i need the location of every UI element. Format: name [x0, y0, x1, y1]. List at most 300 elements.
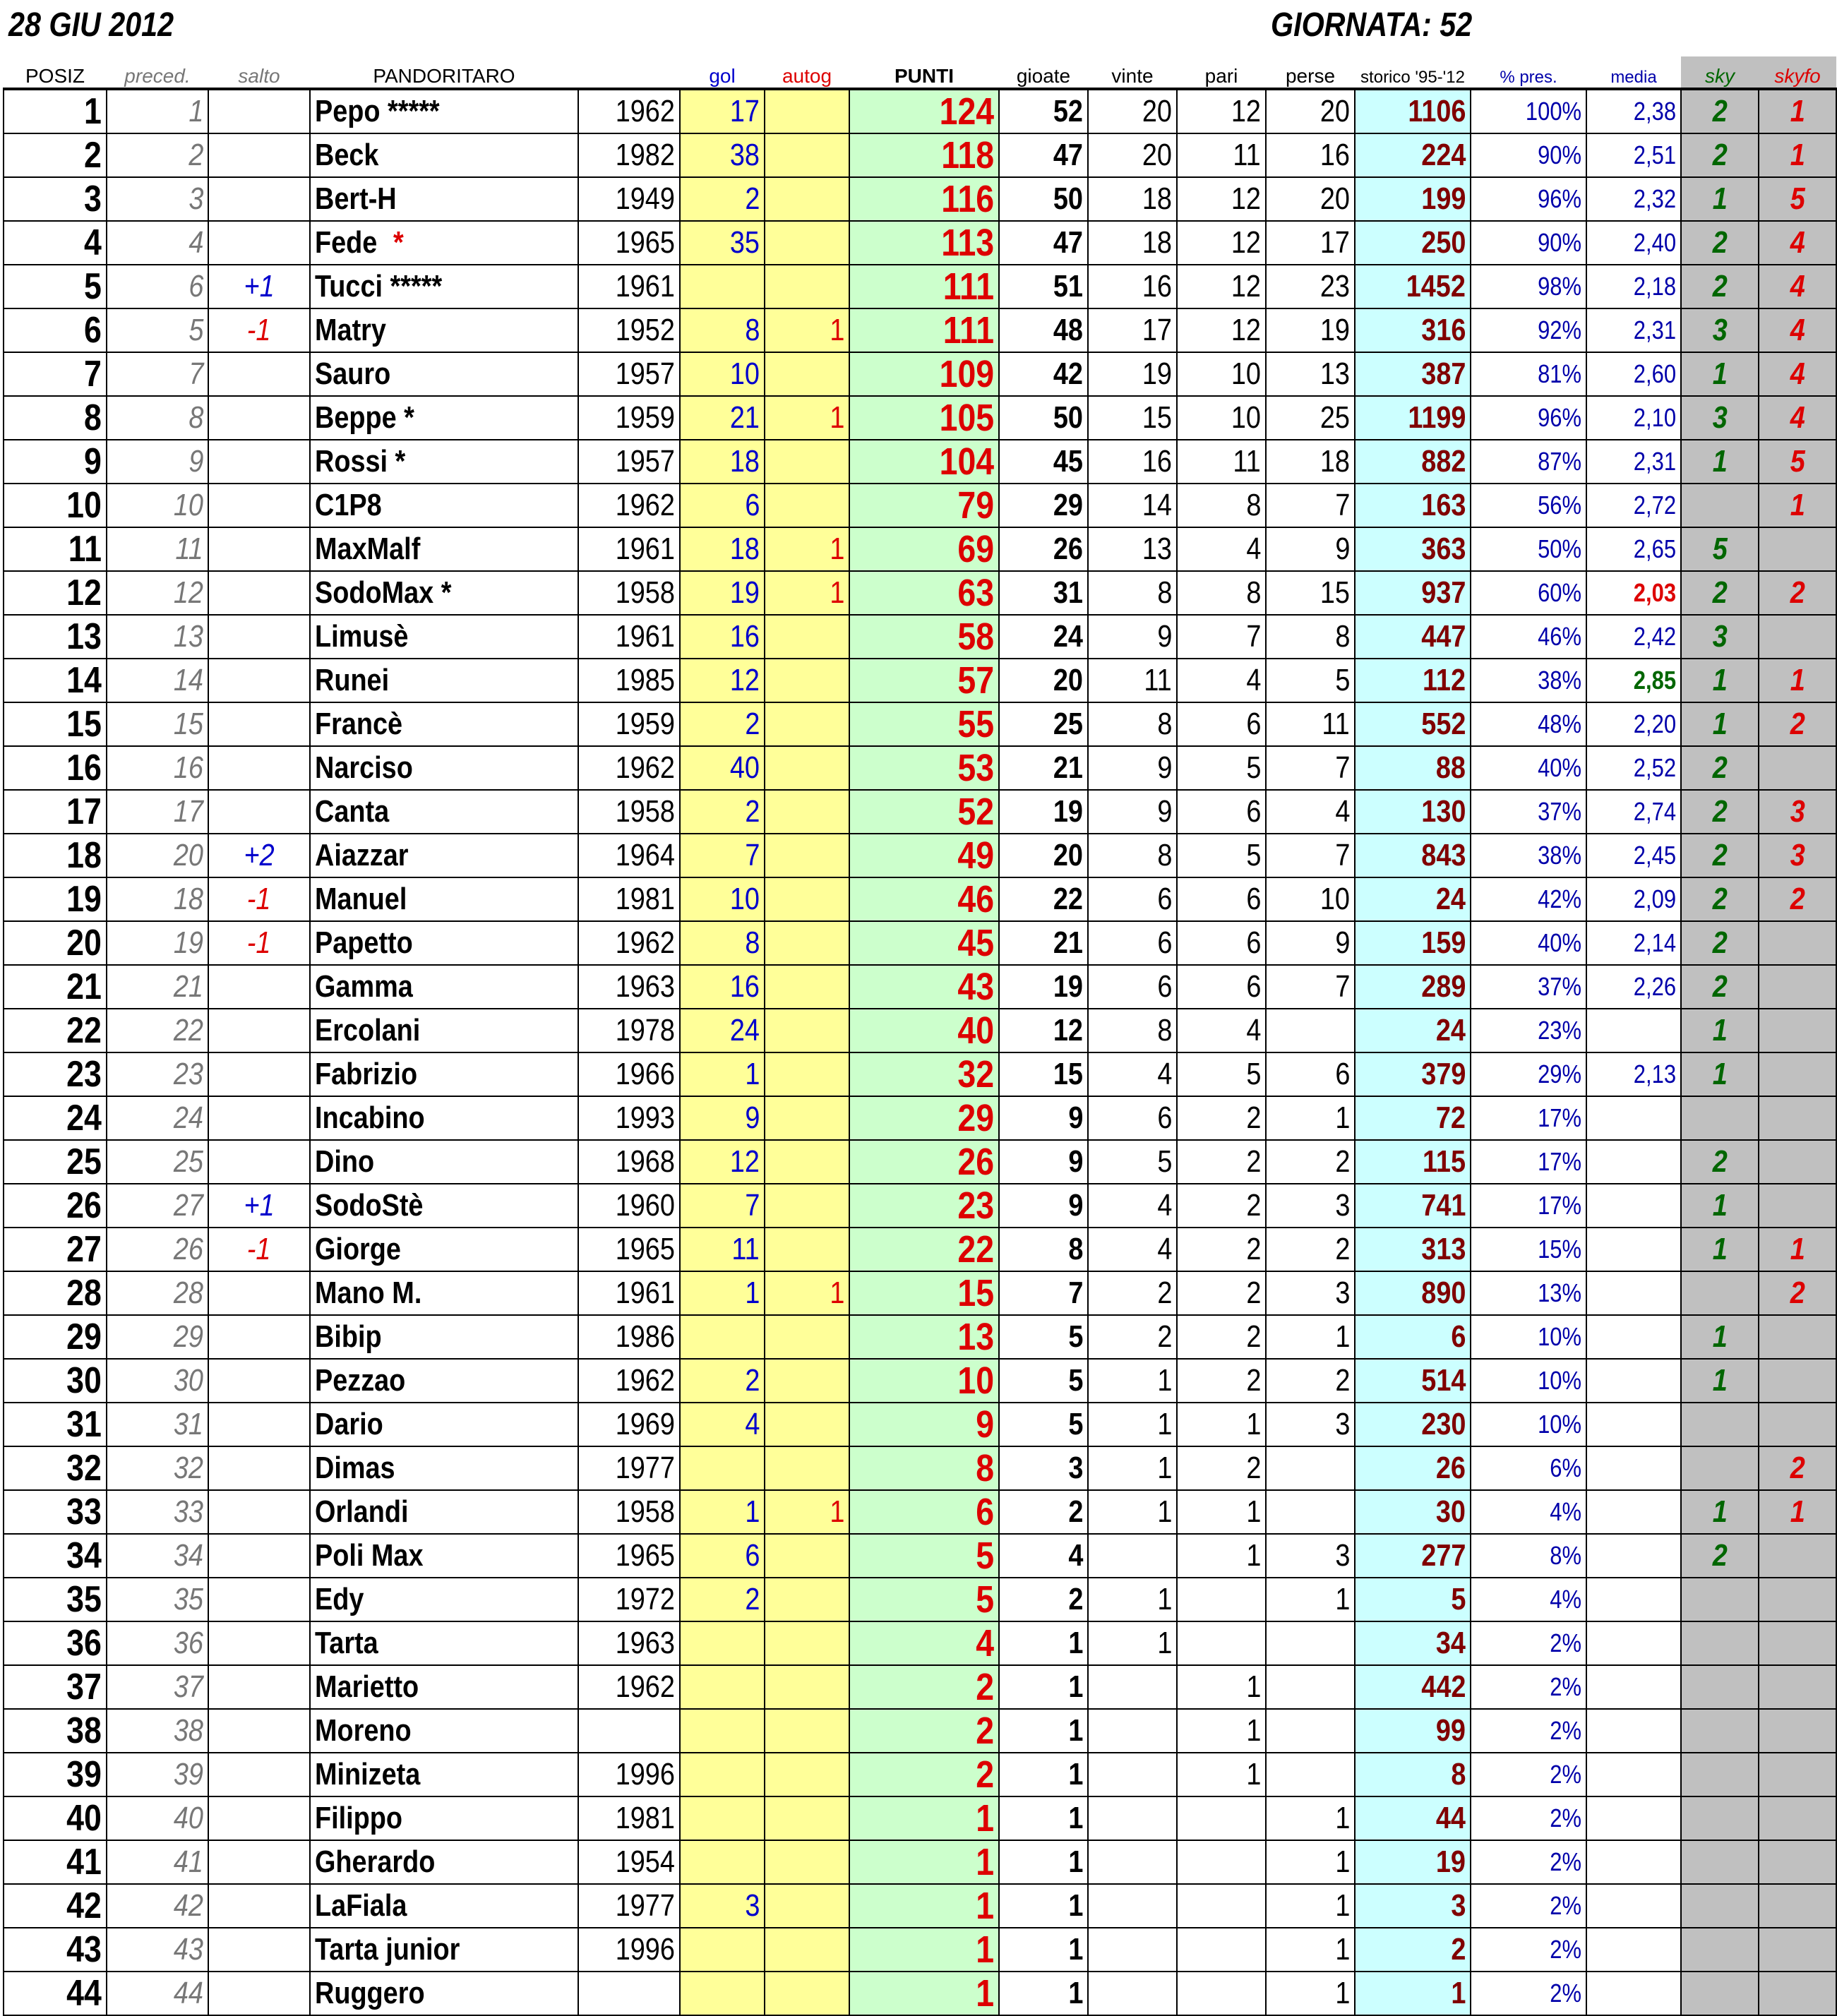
sky-cell — [1681, 484, 1759, 527]
own-goals-cell — [765, 1578, 849, 1621]
skyfo-cell: 5 — [1759, 440, 1836, 484]
won-cell: 18 — [1088, 177, 1177, 221]
position-cell: 11 — [4, 527, 107, 571]
position-cell: 28 — [4, 1271, 107, 1315]
birth-year-cell: 1962 — [578, 1665, 680, 1709]
own-goals-cell — [765, 1315, 849, 1359]
sky-cell — [1681, 1928, 1759, 1972]
col-vinte: vinte — [1088, 56, 1177, 89]
birth-year-cell: 1964 — [578, 834, 680, 877]
jump-cell — [208, 440, 310, 484]
jump-cell — [208, 1840, 310, 1884]
jump-cell — [208, 571, 310, 615]
table-row — [4, 1271, 1836, 1315]
birth-year-cell: 1960 — [578, 1184, 680, 1228]
col-gioate: gioate — [999, 56, 1088, 89]
skyfo-cell: 4 — [1759, 265, 1836, 308]
goals-cell: 11 — [680, 1228, 765, 1271]
average-cell: 2,52 — [1586, 746, 1681, 790]
col-salto: salto — [208, 56, 310, 89]
historical-cell: 442 — [1355, 1665, 1471, 1709]
jump-cell — [208, 615, 310, 659]
skyfo-cell — [1759, 1665, 1836, 1709]
player-name-cell: Moreno — [310, 1709, 578, 1753]
position-cell: 13 — [4, 615, 107, 659]
position-cell: 1 — [4, 89, 107, 133]
jump-cell: -1 — [208, 308, 310, 352]
own-goals-cell: 1 — [765, 308, 849, 352]
played-cell: 29 — [999, 484, 1088, 527]
played-cell: 12 — [999, 1009, 1088, 1052]
lost-cell — [1266, 1490, 1355, 1534]
previous-position-cell: 38 — [107, 1709, 208, 1753]
birth-year-cell: 1977 — [578, 1884, 680, 1928]
historical-cell: 890 — [1355, 1271, 1471, 1315]
lost-cell: 20 — [1266, 177, 1355, 221]
skyfo-cell: 3 — [1759, 834, 1836, 877]
sky-cell: 3 — [1681, 615, 1759, 659]
historical-cell: 937 — [1355, 571, 1471, 615]
jump-cell — [208, 1665, 310, 1709]
goals-cell: 10 — [680, 877, 765, 921]
table-row — [4, 265, 1836, 308]
drawn-cell: 2 — [1177, 1315, 1266, 1359]
table-row — [4, 308, 1836, 352]
presence-cell: 8% — [1471, 1534, 1586, 1578]
goals-cell: 4 — [680, 1403, 765, 1446]
drawn-cell — [1177, 1796, 1266, 1840]
player-name-cell: Bibip — [310, 1315, 578, 1359]
skyfo-cell — [1759, 1972, 1836, 2015]
previous-position-cell: 34 — [107, 1534, 208, 1578]
played-cell: 20 — [999, 659, 1088, 702]
won-cell: 9 — [1088, 790, 1177, 834]
position-cell: 26 — [4, 1184, 107, 1228]
won-cell: 19 — [1088, 352, 1177, 396]
drawn-cell: 8 — [1177, 571, 1266, 615]
presence-cell: 90% — [1471, 221, 1586, 265]
birth-year-cell: 1958 — [578, 1490, 680, 1534]
average-cell — [1586, 1884, 1681, 1928]
player-name-cell: SodoMax * — [310, 571, 578, 615]
own-goals-cell: 1 — [765, 571, 849, 615]
own-goals-cell — [765, 177, 849, 221]
drawn-cell: 12 — [1177, 177, 1266, 221]
played-cell: 19 — [999, 790, 1088, 834]
previous-position-cell: 7 — [107, 352, 208, 396]
skyfo-cell — [1759, 1578, 1836, 1621]
won-cell: 4 — [1088, 1228, 1177, 1271]
goals-cell: 40 — [680, 746, 765, 790]
played-cell: 31 — [999, 571, 1088, 615]
drawn-cell: 2 — [1177, 1271, 1266, 1315]
goals-cell — [680, 1621, 765, 1665]
won-cell: 8 — [1088, 1009, 1177, 1052]
drawn-cell: 5 — [1177, 746, 1266, 790]
previous-position-cell: 30 — [107, 1359, 208, 1403]
table-row — [4, 1096, 1836, 1140]
points-cell: 118 — [849, 133, 999, 177]
skyfo-cell: 1 — [1759, 1490, 1836, 1534]
played-cell: 5 — [999, 1315, 1088, 1359]
average-cell — [1586, 1096, 1681, 1140]
table-row — [4, 1184, 1836, 1228]
player-name-cell: Mano M. — [310, 1271, 578, 1315]
presence-cell: 15% — [1471, 1228, 1586, 1271]
position-cell: 12 — [4, 571, 107, 615]
presence-cell: 40% — [1471, 746, 1586, 790]
points-cell: 32 — [849, 1052, 999, 1096]
jump-cell — [208, 1359, 310, 1403]
previous-position-cell: 37 — [107, 1665, 208, 1709]
own-goals-cell — [765, 1621, 849, 1665]
average-cell — [1586, 1621, 1681, 1665]
played-cell: 26 — [999, 527, 1088, 571]
birth-year-cell: 1961 — [578, 1271, 680, 1315]
points-cell: 43 — [849, 965, 999, 1009]
position-cell: 6 — [4, 308, 107, 352]
presence-cell: 10% — [1471, 1359, 1586, 1403]
goals-cell — [680, 1446, 765, 1490]
played-cell: 1 — [999, 1621, 1088, 1665]
previous-position-cell: 35 — [107, 1578, 208, 1621]
average-cell — [1586, 1184, 1681, 1228]
position-cell: 10 — [4, 484, 107, 527]
jump-cell — [208, 1534, 310, 1578]
sky-cell — [1681, 1578, 1759, 1621]
historical-cell: 3 — [1355, 1884, 1471, 1928]
won-cell: 1 — [1088, 1621, 1177, 1665]
birth-year-cell: 1977 — [578, 1446, 680, 1490]
skyfo-cell: 4 — [1759, 396, 1836, 440]
points-cell: 2 — [849, 1709, 999, 1753]
average-cell — [1586, 1840, 1681, 1884]
own-goals-cell — [765, 1534, 849, 1578]
previous-position-cell: 22 — [107, 1009, 208, 1052]
table-row — [4, 571, 1836, 615]
points-cell: 2 — [849, 1665, 999, 1709]
presence-cell: 17% — [1471, 1096, 1586, 1140]
won-cell — [1088, 1753, 1177, 1796]
won-cell — [1088, 1928, 1177, 1972]
average-cell — [1586, 1359, 1681, 1403]
presence-cell: 96% — [1471, 177, 1586, 221]
presence-cell: 2% — [1471, 1972, 1586, 2015]
played-cell: 1 — [999, 1972, 1088, 2015]
played-cell: 7 — [999, 1271, 1088, 1315]
sky-cell: 2 — [1681, 746, 1759, 790]
previous-position-cell: 13 — [107, 615, 208, 659]
jump-cell — [208, 352, 310, 396]
own-goals-cell — [765, 1972, 849, 2015]
table-row — [4, 1359, 1836, 1403]
points-cell: 40 — [849, 1009, 999, 1052]
own-goals-cell — [765, 921, 849, 965]
average-cell: 2,14 — [1586, 921, 1681, 965]
previous-position-cell: 21 — [107, 965, 208, 1009]
historical-cell: 316 — [1355, 308, 1471, 352]
average-cell — [1586, 1578, 1681, 1621]
skyfo-cell: 2 — [1759, 1446, 1836, 1490]
points-cell: 105 — [849, 396, 999, 440]
birth-year-cell: 1963 — [578, 1621, 680, 1665]
table-row — [4, 1796, 1836, 1840]
birth-year-cell: 1996 — [578, 1753, 680, 1796]
player-name-cell: Giorge — [310, 1228, 578, 1271]
goals-cell — [680, 265, 765, 308]
goals-cell: 12 — [680, 659, 765, 702]
lost-cell: 5 — [1266, 659, 1355, 702]
jump-cell — [208, 1578, 310, 1621]
average-cell: 2,38 — [1586, 89, 1681, 133]
goals-cell: 18 — [680, 527, 765, 571]
jump-cell — [208, 1446, 310, 1490]
played-cell: 47 — [999, 221, 1088, 265]
points-cell: 69 — [849, 527, 999, 571]
skyfo-cell — [1759, 1753, 1836, 1796]
played-cell: 1 — [999, 1665, 1088, 1709]
lost-cell: 1 — [1266, 1840, 1355, 1884]
player-name-cell: Limusè — [310, 615, 578, 659]
player-name-cell: Pezzao — [310, 1359, 578, 1403]
goals-cell: 35 — [680, 221, 765, 265]
presence-cell: 23% — [1471, 1009, 1586, 1052]
won-cell: 20 — [1088, 89, 1177, 133]
won-cell: 6 — [1088, 965, 1177, 1009]
drawn-cell: 1 — [1177, 1665, 1266, 1709]
presence-cell: 100% — [1471, 89, 1586, 133]
position-cell: 38 — [4, 1709, 107, 1753]
goals-cell: 24 — [680, 1009, 765, 1052]
sky-cell: 2 — [1681, 834, 1759, 877]
drawn-cell: 5 — [1177, 834, 1266, 877]
goals-cell — [680, 1972, 765, 2015]
table-row — [4, 1972, 1836, 2015]
jump-cell: +1 — [208, 265, 310, 308]
own-goals-cell — [765, 965, 849, 1009]
sky-cell: 1 — [1681, 1490, 1759, 1534]
birth-year-cell: 1962 — [578, 746, 680, 790]
position-cell: 23 — [4, 1052, 107, 1096]
presence-cell: 2% — [1471, 1884, 1586, 1928]
previous-position-cell: 40 — [107, 1796, 208, 1840]
historical-cell: 2 — [1355, 1928, 1471, 1972]
historical-cell: 163 — [1355, 484, 1471, 527]
sky-cell: 1 — [1681, 702, 1759, 746]
jump-cell — [208, 1140, 310, 1184]
birth-year-cell: 1957 — [578, 440, 680, 484]
goals-cell: 19 — [680, 571, 765, 615]
sky-cell — [1681, 1796, 1759, 1840]
player-name-cell: Dario — [310, 1403, 578, 1446]
points-cell: 26 — [849, 1140, 999, 1184]
own-goals-cell — [765, 1052, 849, 1096]
sky-cell: 1 — [1681, 1228, 1759, 1271]
position-cell: 14 — [4, 659, 107, 702]
played-cell: 22 — [999, 877, 1088, 921]
position-cell: 22 — [4, 1009, 107, 1052]
jump-cell — [208, 1052, 310, 1096]
played-cell: 1 — [999, 1840, 1088, 1884]
jump-cell — [208, 177, 310, 221]
won-cell: 16 — [1088, 265, 1177, 308]
average-cell — [1586, 1009, 1681, 1052]
position-cell: 20 — [4, 921, 107, 965]
table-row — [4, 1665, 1836, 1709]
player-name-cell: Francè — [310, 702, 578, 746]
won-cell: 6 — [1088, 877, 1177, 921]
birth-year-cell: 1949 — [578, 177, 680, 221]
drawn-cell: 2 — [1177, 1359, 1266, 1403]
goals-cell: 2 — [680, 790, 765, 834]
jump-cell: +1 — [208, 1184, 310, 1228]
position-cell: 18 — [4, 834, 107, 877]
goals-cell: 8 — [680, 308, 765, 352]
historical-cell: 363 — [1355, 527, 1471, 571]
points-cell: 45 — [849, 921, 999, 965]
col-punti: PUNTI — [849, 56, 999, 89]
player-name-cell: Narciso — [310, 746, 578, 790]
won-cell: 4 — [1088, 1052, 1177, 1096]
position-cell: 31 — [4, 1403, 107, 1446]
table-row — [4, 484, 1836, 527]
sky-cell: 1 — [1681, 1184, 1759, 1228]
jump-cell — [208, 221, 310, 265]
skyfo-cell — [1759, 1052, 1836, 1096]
played-cell: 5 — [999, 1359, 1088, 1403]
sky-cell: 2 — [1681, 790, 1759, 834]
presence-cell: 4% — [1471, 1490, 1586, 1534]
lost-cell: 13 — [1266, 352, 1355, 396]
previous-position-cell: 19 — [107, 921, 208, 965]
table-row — [4, 133, 1836, 177]
won-cell: 4 — [1088, 1184, 1177, 1228]
historical-cell: 88 — [1355, 746, 1471, 790]
won-cell: 14 — [1088, 484, 1177, 527]
played-cell: 9 — [999, 1140, 1088, 1184]
won-cell: 6 — [1088, 921, 1177, 965]
presence-cell: 4% — [1471, 1578, 1586, 1621]
drawn-cell — [1177, 1840, 1266, 1884]
drawn-cell: 6 — [1177, 921, 1266, 965]
played-cell: 21 — [999, 921, 1088, 965]
table-row — [4, 1753, 1836, 1796]
table-row — [4, 221, 1836, 265]
table-row — [4, 659, 1836, 702]
player-name-cell: Sauro — [310, 352, 578, 396]
skyfo-cell: 1 — [1759, 133, 1836, 177]
table-row — [4, 834, 1836, 877]
drawn-cell: 11 — [1177, 440, 1266, 484]
average-cell: 2,74 — [1586, 790, 1681, 834]
player-name-cell: Matry — [310, 308, 578, 352]
previous-position-cell: 25 — [107, 1140, 208, 1184]
table-row — [4, 1315, 1836, 1359]
own-goals-cell — [765, 877, 849, 921]
goals-cell — [680, 1796, 765, 1840]
goals-cell: 1 — [680, 1490, 765, 1534]
drawn-cell: 7 — [1177, 615, 1266, 659]
historical-cell: 8 — [1355, 1753, 1471, 1796]
player-name-cell: LaFiala — [310, 1884, 578, 1928]
skyfo-cell — [1759, 1884, 1836, 1928]
goals-cell: 16 — [680, 615, 765, 659]
own-goals-cell — [765, 790, 849, 834]
played-cell: 3 — [999, 1446, 1088, 1490]
drawn-cell: 6 — [1177, 790, 1266, 834]
skyfo-cell — [1759, 527, 1836, 571]
presence-cell: 60% — [1471, 571, 1586, 615]
historical-cell: 159 — [1355, 921, 1471, 965]
lost-cell: 1 — [1266, 1972, 1355, 2015]
table-row — [4, 921, 1836, 965]
goals-cell: 7 — [680, 834, 765, 877]
lost-cell: 7 — [1266, 834, 1355, 877]
goals-cell — [680, 1709, 765, 1753]
birth-year-cell: 1963 — [578, 965, 680, 1009]
jump-cell — [208, 746, 310, 790]
lost-cell: 2 — [1266, 1359, 1355, 1403]
sky-cell — [1681, 1403, 1759, 1446]
played-cell: 50 — [999, 177, 1088, 221]
position-cell: 32 — [4, 1446, 107, 1490]
goals-cell: 38 — [680, 133, 765, 177]
goals-cell: 10 — [680, 352, 765, 396]
previous-position-cell: 17 — [107, 790, 208, 834]
won-cell: 8 — [1088, 571, 1177, 615]
player-name-cell: Pepo ***** — [310, 89, 578, 133]
won-cell: 1 — [1088, 1403, 1177, 1446]
table-row — [4, 1928, 1836, 1972]
presence-cell: 56% — [1471, 484, 1586, 527]
presence-cell: 2% — [1471, 1665, 1586, 1709]
table-row — [4, 1534, 1836, 1578]
drawn-cell: 6 — [1177, 702, 1266, 746]
birth-year-cell: 1954 — [578, 1840, 680, 1884]
previous-position-cell: 10 — [107, 484, 208, 527]
jump-cell — [208, 1709, 310, 1753]
played-cell: 2 — [999, 1490, 1088, 1534]
position-cell: 40 — [4, 1796, 107, 1840]
birth-year-cell: 1959 — [578, 702, 680, 746]
player-name-cell: Beppe * — [310, 396, 578, 440]
birth-year-cell: 1969 — [578, 1403, 680, 1446]
points-cell: 1 — [849, 1884, 999, 1928]
own-goals-cell — [765, 133, 849, 177]
table-row — [4, 1578, 1836, 1621]
lost-cell: 11 — [1266, 702, 1355, 746]
points-cell: 49 — [849, 834, 999, 877]
lost-cell: 4 — [1266, 790, 1355, 834]
average-cell: 2,26 — [1586, 965, 1681, 1009]
player-name-cell: Manuel — [310, 877, 578, 921]
col-skyfo: skyfo — [1759, 56, 1836, 89]
points-cell: 58 — [849, 615, 999, 659]
won-cell — [1088, 1840, 1177, 1884]
lost-cell: 7 — [1266, 746, 1355, 790]
average-cell — [1586, 1928, 1681, 1972]
goals-cell: 6 — [680, 484, 765, 527]
table-row — [4, 1490, 1836, 1534]
previous-position-cell: 18 — [107, 877, 208, 921]
points-cell: 8 — [849, 1446, 999, 1490]
sky-cell: 1 — [1681, 440, 1759, 484]
average-cell — [1586, 1490, 1681, 1534]
played-cell: 1 — [999, 1928, 1088, 1972]
birth-year-cell: 1952 — [578, 308, 680, 352]
drawn-cell: 6 — [1177, 877, 1266, 921]
position-cell: 35 — [4, 1578, 107, 1621]
